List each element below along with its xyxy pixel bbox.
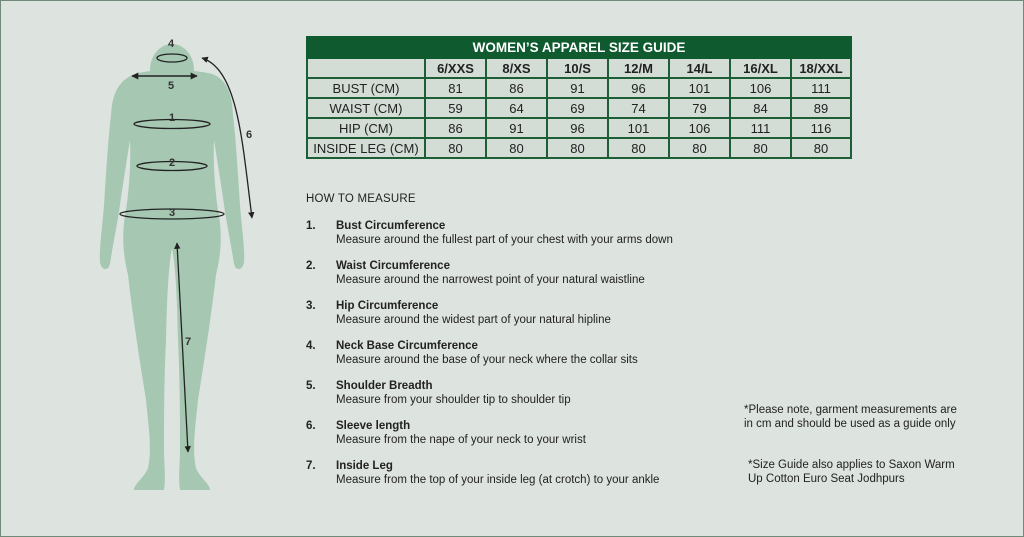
table-row bbox=[307, 78, 851, 98]
item-title: Shoulder Breadth bbox=[336, 380, 433, 392]
table-cell: 74 bbox=[608, 98, 669, 118]
figure-silhouette bbox=[100, 44, 244, 490]
table-cell: 80 bbox=[608, 138, 669, 158]
size-header: 10/S bbox=[547, 58, 608, 78]
item-number: 6. bbox=[306, 420, 316, 432]
table-row bbox=[307, 118, 851, 138]
label-sleeve: 6 bbox=[246, 129, 253, 141]
size-header: 12/M bbox=[608, 58, 669, 78]
item-description: Measure from your shoulder tip to shoulder tip bbox=[336, 394, 571, 406]
item-description: Measure around the narrowest point of your natural waistline bbox=[336, 274, 645, 286]
item-description: Measure from the nape of your neck to your wrist bbox=[336, 434, 586, 446]
table-cell: 79 bbox=[669, 98, 730, 118]
table-cell: 96 bbox=[547, 118, 608, 138]
how-to-measure-heading: HOW TO MEASURE bbox=[306, 193, 416, 205]
item-title: Hip Circumference bbox=[336, 300, 439, 312]
table-cell: 111 bbox=[730, 118, 791, 138]
item-number: 7. bbox=[306, 460, 316, 472]
item-title: Neck Base Circumference bbox=[336, 340, 478, 352]
label-bust: 1 bbox=[169, 112, 176, 124]
header-blank bbox=[307, 58, 425, 78]
item-description: Measure around the widest part of your natural hipline bbox=[336, 314, 611, 326]
table-cell: 86 bbox=[486, 78, 547, 98]
size-header: 14/L bbox=[669, 58, 730, 78]
table-cell: 80 bbox=[730, 138, 791, 158]
measurement-note: *Please note, garment measurements are in cm and should be used as a guide only bbox=[744, 404, 957, 430]
table-cell: 84 bbox=[730, 98, 791, 118]
table-cell: 69 bbox=[547, 98, 608, 118]
item-number: 4. bbox=[306, 340, 316, 352]
item-description: Measure around the base of your neck where the collar sits bbox=[336, 354, 638, 366]
row-label: WAIST (CM) bbox=[307, 98, 425, 118]
table-cell: 101 bbox=[608, 118, 669, 138]
size-header: 6/XXS bbox=[425, 58, 486, 78]
table-cell: 59 bbox=[425, 98, 486, 118]
item-title: Bust Circumference bbox=[336, 220, 446, 232]
label-waist: 2 bbox=[169, 157, 176, 169]
table-cell: 106 bbox=[669, 118, 730, 138]
size-header: 8/XS bbox=[486, 58, 547, 78]
table-cell: 80 bbox=[669, 138, 730, 158]
table-cell: 101 bbox=[669, 78, 730, 98]
item-number: 1. bbox=[306, 220, 316, 232]
table-cell: 89 bbox=[791, 98, 851, 118]
table-cell: 111 bbox=[791, 78, 851, 98]
table-cell: 64 bbox=[486, 98, 547, 118]
table-title: WOMEN’S APPAREL SIZE GUIDE bbox=[307, 37, 851, 58]
item-title: Inside Leg bbox=[336, 460, 393, 472]
table-cell: 80 bbox=[547, 138, 608, 158]
row-label: HIP (CM) bbox=[307, 118, 425, 138]
item-title: Sleeve length bbox=[336, 420, 411, 432]
item-number: 5. bbox=[306, 380, 316, 392]
table-cell: 80 bbox=[791, 138, 851, 158]
body-figure bbox=[92, 32, 282, 497]
label-hip: 3 bbox=[169, 207, 176, 219]
item-number: 3. bbox=[306, 300, 316, 312]
table-cell: 86 bbox=[425, 118, 486, 138]
item-title: Waist Circumference bbox=[336, 260, 450, 272]
label-shoulder: 5 bbox=[168, 80, 175, 92]
table-cell: 106 bbox=[730, 78, 791, 98]
size-header: 16/XL bbox=[730, 58, 791, 78]
table-cell: 116 bbox=[791, 118, 851, 138]
table-cell: 80 bbox=[425, 138, 486, 158]
size-guide-table bbox=[306, 36, 852, 159]
row-label: BUST (CM) bbox=[307, 78, 425, 98]
jodhpurs-note: *Size Guide also applies to Saxon Warm Up Cotton Euro Seat Jodhpurs bbox=[748, 459, 955, 485]
table-cell: 81 bbox=[425, 78, 486, 98]
table-title-row bbox=[307, 37, 851, 58]
table-cell: 96 bbox=[608, 78, 669, 98]
table-row bbox=[307, 138, 851, 158]
table-cell: 91 bbox=[547, 78, 608, 98]
table-header-row bbox=[307, 58, 851, 78]
item-description: Measure from the top of your inside leg (at crotch) to your ankle bbox=[336, 474, 660, 486]
table-row bbox=[307, 98, 851, 118]
size-header: 18/XXL bbox=[791, 58, 851, 78]
item-number: 2. bbox=[306, 260, 316, 272]
item-description: Measure around the fullest part of your chest with your arms down bbox=[336, 234, 673, 246]
table-cell: 80 bbox=[486, 138, 547, 158]
label-neck: 4 bbox=[168, 38, 175, 50]
row-label: INSIDE LEG (CM) bbox=[307, 138, 425, 158]
label-leg: 7 bbox=[185, 336, 192, 348]
table-cell: 91 bbox=[486, 118, 547, 138]
